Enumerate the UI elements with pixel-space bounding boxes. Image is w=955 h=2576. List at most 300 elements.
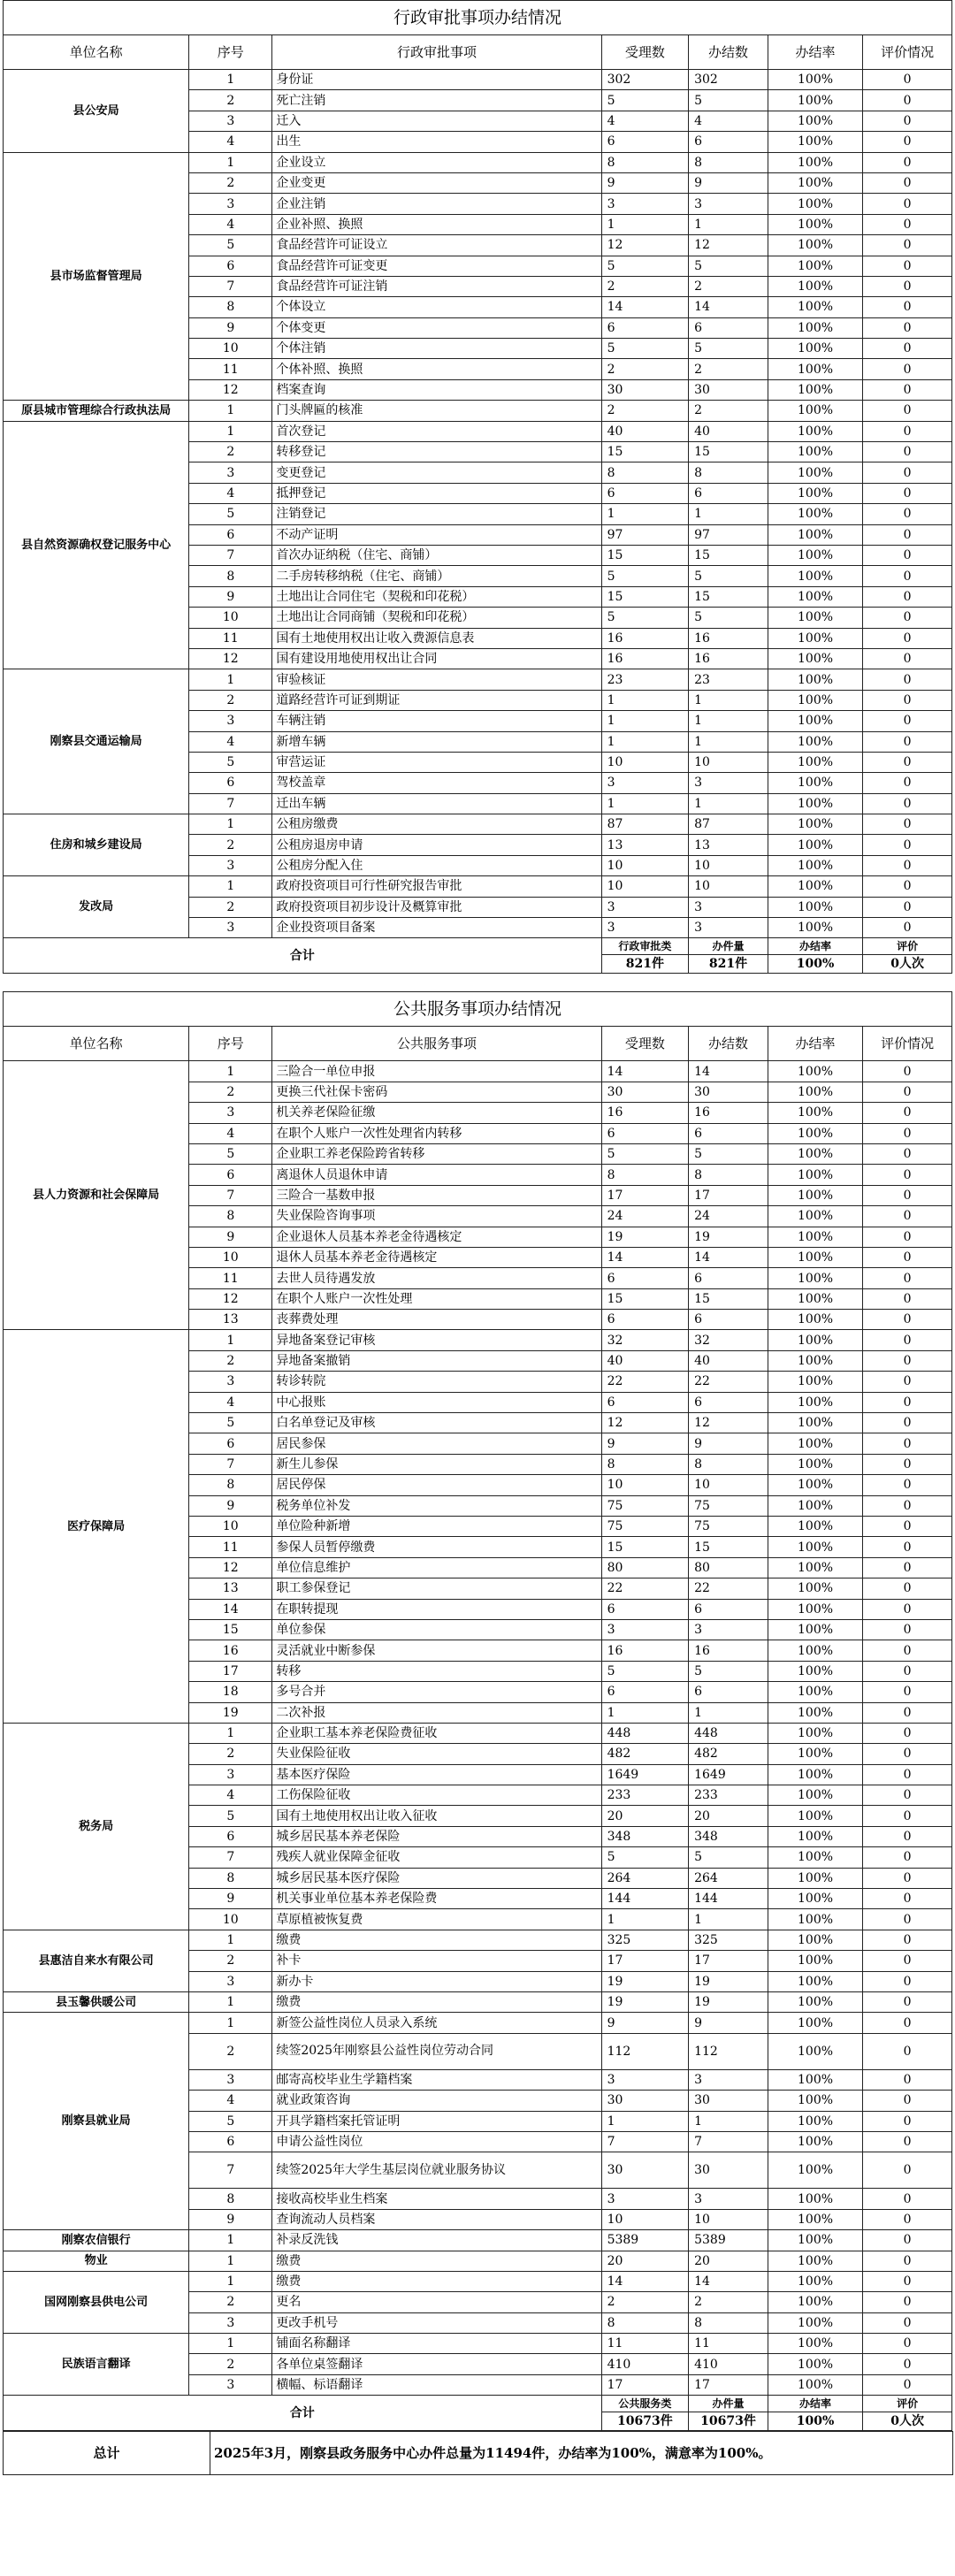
completed-count: 15 bbox=[689, 1288, 768, 1309]
evaluation-count: 0 bbox=[863, 1165, 952, 1185]
row-number: 2 bbox=[189, 2354, 272, 2374]
completed-count: 3 bbox=[689, 2189, 768, 2209]
completion-rate: 100% bbox=[768, 1495, 862, 1516]
column-header: 公共服务事项 bbox=[272, 1027, 601, 1061]
row-number: 1 bbox=[189, 1723, 272, 1743]
table-row bbox=[4, 1723, 952, 1743]
column-header: 办结数 bbox=[689, 35, 768, 70]
item-name: 异地备案撤销 bbox=[272, 1350, 601, 1371]
row-number: 3 bbox=[189, 1764, 272, 1785]
completed-count: 9 bbox=[689, 2013, 768, 2033]
row-number: 3 bbox=[189, 1103, 272, 1123]
evaluation-count: 0 bbox=[863, 1123, 952, 1143]
summary-label: 总计 bbox=[4, 2432, 210, 2475]
row-number: 12 bbox=[189, 648, 272, 669]
completed-count: 2 bbox=[689, 359, 768, 379]
item-name: 新签公益性岗位人员录入系统 bbox=[272, 2013, 601, 2033]
total-row bbox=[4, 2396, 952, 2412]
evaluation-count: 0 bbox=[863, 2334, 952, 2354]
accepted-count: 5 bbox=[601, 1847, 689, 1868]
row-number: 11 bbox=[189, 1268, 272, 1288]
completed-count: 1 bbox=[689, 1909, 768, 1930]
accepted-count: 17 bbox=[601, 1185, 689, 1205]
row-number: 12 bbox=[189, 1288, 272, 1309]
completed-count: 5 bbox=[689, 566, 768, 586]
accepted-count: 17 bbox=[601, 1951, 689, 1971]
column-header: 单位名称 bbox=[4, 1027, 189, 1061]
row-number: 8 bbox=[189, 297, 272, 317]
row-number: 7 bbox=[189, 276, 272, 296]
row-number: 12 bbox=[189, 379, 272, 400]
accepted-count: 12 bbox=[601, 235, 689, 256]
item-name: 基本医疗保险 bbox=[272, 1764, 601, 1785]
row-number: 10 bbox=[189, 1247, 272, 1267]
evaluation-count: 0 bbox=[863, 1682, 952, 1702]
completion-rate: 100% bbox=[768, 1061, 862, 1082]
evaluation-count: 0 bbox=[863, 1764, 952, 1785]
item-name: 食品经营许可证注销 bbox=[272, 276, 601, 296]
row-number: 6 bbox=[189, 1826, 272, 1846]
accepted-count: 3 bbox=[601, 897, 689, 917]
row-number: 7 bbox=[189, 1454, 272, 1474]
item-name: 缴费 bbox=[272, 1991, 601, 2012]
completed-count: 2 bbox=[689, 2292, 768, 2312]
row-number: 1 bbox=[189, 2230, 272, 2251]
accepted-count: 1649 bbox=[601, 1764, 689, 1785]
completion-rate: 100% bbox=[768, 111, 862, 131]
unit-name: 国网刚察县供电公司 bbox=[4, 2271, 189, 2333]
completed-count: 1649 bbox=[689, 1764, 768, 1785]
row-number: 7 bbox=[189, 2152, 272, 2189]
completed-count: 17 bbox=[689, 1185, 768, 1205]
item-name: 企业投资项目备案 bbox=[272, 918, 601, 938]
completed-count: 10 bbox=[689, 752, 768, 772]
item-name: 居民参保 bbox=[272, 1433, 601, 1454]
completion-rate: 100% bbox=[768, 545, 862, 565]
evaluation-count: 0 bbox=[863, 504, 952, 524]
evaluation-count: 0 bbox=[863, 855, 952, 875]
completion-rate: 100% bbox=[768, 1661, 862, 1681]
total-header: 办结率 bbox=[768, 938, 862, 955]
item-name: 在职个人账户一次性处理省内转移 bbox=[272, 1123, 601, 1143]
completion-rate: 100% bbox=[768, 648, 862, 669]
completed-count: 80 bbox=[689, 1557, 768, 1578]
column-header: 评价情况 bbox=[863, 1027, 952, 1061]
row-number: 8 bbox=[189, 2189, 272, 2209]
completed-count: 5 bbox=[689, 1847, 768, 1868]
item-name: 国有土地使用权出让收入费源信息表 bbox=[272, 628, 601, 648]
accepted-count: 8 bbox=[601, 1165, 689, 1185]
accepted-count: 348 bbox=[601, 1826, 689, 1846]
total-value: 821件 bbox=[601, 955, 689, 974]
accepted-count: 19 bbox=[601, 1971, 689, 1991]
item-name: 土地出让合同住宅（契税和印花税） bbox=[272, 586, 601, 607]
unit-name: 县公安局 bbox=[4, 70, 189, 153]
table-row bbox=[4, 2251, 952, 2271]
total-header: 评价 bbox=[863, 938, 952, 955]
completion-rate: 100% bbox=[768, 524, 862, 545]
item-name: 就业政策咨询 bbox=[272, 2091, 601, 2111]
evaluation-count: 0 bbox=[863, 1185, 952, 1205]
evaluation-count: 0 bbox=[863, 1991, 952, 2012]
accepted-count: 1 bbox=[601, 1909, 689, 1930]
completed-count: 1 bbox=[689, 504, 768, 524]
item-name: 企业变更 bbox=[272, 172, 601, 193]
evaluation-count: 0 bbox=[863, 401, 952, 421]
evaluation-count: 0 bbox=[863, 876, 952, 897]
section-title: 公共服务事项办结情况 bbox=[4, 992, 952, 1027]
completion-rate: 100% bbox=[768, 1185, 862, 1205]
evaluation-count: 0 bbox=[863, 317, 952, 338]
item-name: 开具学籍档案托管证明 bbox=[272, 2111, 601, 2131]
evaluation-count: 0 bbox=[863, 483, 952, 503]
unit-name: 刚察县交通运输局 bbox=[4, 669, 189, 814]
row-number: 10 bbox=[189, 1909, 272, 1930]
completed-count: 40 bbox=[689, 421, 768, 441]
item-name: 抵押登记 bbox=[272, 483, 601, 503]
unit-name: 发改局 bbox=[4, 876, 189, 938]
item-name: 残疾人就业保障金征收 bbox=[272, 1847, 601, 1868]
evaluation-count: 0 bbox=[863, 1889, 952, 1909]
evaluation-count: 0 bbox=[863, 2033, 952, 2069]
accepted-count: 10 bbox=[601, 1475, 689, 1495]
completion-rate: 100% bbox=[768, 2152, 862, 2189]
accepted-count: 30 bbox=[601, 2091, 689, 2111]
completion-rate: 100% bbox=[768, 2189, 862, 2209]
item-name: 二手房转移纳税（住宅、商铺） bbox=[272, 566, 601, 586]
row-number: 3 bbox=[189, 1971, 272, 1991]
unit-name: 县市场监督管理局 bbox=[4, 152, 189, 401]
completion-rate: 100% bbox=[768, 897, 862, 917]
item-name: 土地出让合同商铺（契税和印花税） bbox=[272, 608, 601, 628]
evaluation-count: 0 bbox=[863, 773, 952, 793]
completed-count: 30 bbox=[689, 1082, 768, 1102]
evaluation-count: 0 bbox=[863, 1723, 952, 1743]
evaluation-count: 0 bbox=[863, 132, 952, 152]
accepted-count: 5 bbox=[601, 1661, 689, 1681]
completion-rate: 100% bbox=[768, 566, 862, 586]
total-header: 行政审批类 bbox=[601, 938, 689, 955]
table-row bbox=[4, 1061, 952, 1082]
item-name: 单位参保 bbox=[272, 1619, 601, 1640]
row-number: 2 bbox=[189, 897, 272, 917]
row-number: 1 bbox=[189, 1330, 272, 1350]
item-name: 职工参保登记 bbox=[272, 1578, 601, 1599]
completion-rate: 100% bbox=[768, 793, 862, 814]
row-number: 9 bbox=[189, 1889, 272, 1909]
item-name: 企业补照、换照 bbox=[272, 214, 601, 234]
item-name: 企业退休人员基本养老金待遇核定 bbox=[272, 1227, 601, 1247]
item-name: 转诊转院 bbox=[272, 1372, 601, 1392]
accepted-count: 2 bbox=[601, 276, 689, 296]
completed-count: 10 bbox=[689, 855, 768, 875]
completion-rate: 100% bbox=[768, 1310, 862, 1330]
row-number: 1 bbox=[189, 70, 272, 90]
completion-rate: 100% bbox=[768, 90, 862, 111]
completion-rate: 100% bbox=[768, 2013, 862, 2033]
unit-name: 刚察县就业局 bbox=[4, 2013, 189, 2230]
evaluation-count: 0 bbox=[863, 1557, 952, 1578]
completed-count: 1 bbox=[689, 2111, 768, 2131]
row-number: 4 bbox=[189, 1785, 272, 1806]
unit-name: 县玉馨供暖公司 bbox=[4, 1991, 189, 2012]
completion-rate: 100% bbox=[768, 276, 862, 296]
completion-rate: 100% bbox=[768, 2131, 862, 2152]
completed-count: 5 bbox=[689, 608, 768, 628]
item-name: 车辆注销 bbox=[272, 711, 601, 731]
section-title-row bbox=[4, 1, 952, 35]
completed-count: 482 bbox=[689, 1744, 768, 1764]
completion-rate: 100% bbox=[768, 1702, 862, 1723]
completed-count: 10 bbox=[689, 2209, 768, 2229]
row-number: 1 bbox=[189, 2013, 272, 2033]
completed-count: 13 bbox=[689, 835, 768, 855]
completion-rate: 100% bbox=[768, 172, 862, 193]
completion-rate: 100% bbox=[768, 256, 862, 276]
completion-rate: 100% bbox=[768, 2033, 862, 2069]
completion-rate: 100% bbox=[768, 1103, 862, 1123]
row-number: 1 bbox=[189, 1061, 272, 1082]
completed-count: 9 bbox=[689, 1433, 768, 1454]
evaluation-count: 0 bbox=[863, 628, 952, 648]
row-number: 9 bbox=[189, 586, 272, 607]
completion-rate: 100% bbox=[768, 2091, 862, 2111]
evaluation-count: 0 bbox=[863, 421, 952, 441]
accepted-count: 1 bbox=[601, 793, 689, 814]
item-name: 缴费 bbox=[272, 1930, 601, 1950]
row-number: 19 bbox=[189, 1702, 272, 1723]
item-name: 续签2025年大学生基层岗位就业服务协议 bbox=[272, 2152, 601, 2189]
completed-count: 40 bbox=[689, 1350, 768, 1371]
item-name: 缴费 bbox=[272, 2251, 601, 2271]
completion-rate: 100% bbox=[768, 1640, 862, 1661]
completion-rate: 100% bbox=[768, 1951, 862, 1971]
row-number: 5 bbox=[189, 504, 272, 524]
accepted-count: 3 bbox=[601, 1619, 689, 1640]
row-number: 3 bbox=[189, 2312, 272, 2333]
evaluation-count: 0 bbox=[863, 1744, 952, 1764]
row-number: 2 bbox=[189, 442, 272, 462]
total-value: 821件 bbox=[689, 955, 768, 974]
evaluation-count: 0 bbox=[863, 690, 952, 710]
row-number: 2 bbox=[189, 690, 272, 710]
evaluation-count: 0 bbox=[863, 1951, 952, 1971]
row-number: 18 bbox=[189, 1682, 272, 1702]
accepted-count: 16 bbox=[601, 1103, 689, 1123]
row-number: 8 bbox=[189, 1475, 272, 1495]
total-header: 办件量 bbox=[689, 2396, 768, 2412]
row-number: 3 bbox=[189, 111, 272, 131]
accepted-count: 1 bbox=[601, 504, 689, 524]
item-name: 异地备案登记审核 bbox=[272, 1330, 601, 1350]
total-value: 100% bbox=[768, 2412, 862, 2431]
accepted-count: 9 bbox=[601, 172, 689, 193]
row-number: 11 bbox=[189, 359, 272, 379]
completion-rate: 100% bbox=[768, 1723, 862, 1743]
row-number: 7 bbox=[189, 1185, 272, 1205]
completion-rate: 100% bbox=[768, 214, 862, 234]
row-number: 1 bbox=[189, 401, 272, 421]
completion-rate: 100% bbox=[768, 1227, 862, 1247]
completion-rate: 100% bbox=[768, 1143, 862, 1164]
row-number: 15 bbox=[189, 1619, 272, 1640]
accepted-count: 1 bbox=[601, 690, 689, 710]
completion-rate: 100% bbox=[768, 462, 862, 483]
completion-rate: 100% bbox=[768, 1764, 862, 1785]
column-header: 单位名称 bbox=[4, 35, 189, 70]
table-row bbox=[4, 2230, 952, 2251]
accepted-count: 2 bbox=[601, 359, 689, 379]
completion-rate: 100% bbox=[768, 918, 862, 938]
accepted-count: 2 bbox=[601, 401, 689, 421]
section-table-1 bbox=[3, 0, 952, 974]
row-number: 1 bbox=[189, 2334, 272, 2354]
completion-rate: 100% bbox=[768, 1433, 862, 1454]
column-header: 办结数 bbox=[689, 1027, 768, 1061]
completion-rate: 100% bbox=[768, 855, 862, 875]
table-row bbox=[4, 2334, 952, 2354]
column-header: 办结率 bbox=[768, 1027, 862, 1061]
completion-rate: 100% bbox=[768, 835, 862, 855]
column-header: 受理数 bbox=[601, 1027, 689, 1061]
evaluation-count: 0 bbox=[863, 339, 952, 359]
item-name: 中心报账 bbox=[272, 1392, 601, 1412]
accepted-count: 20 bbox=[601, 1806, 689, 1826]
row-number: 7 bbox=[189, 545, 272, 565]
evaluation-count: 0 bbox=[863, 1475, 952, 1495]
row-number: 4 bbox=[189, 1392, 272, 1412]
evaluation-count: 0 bbox=[863, 1227, 952, 1247]
item-name: 公租房退房申请 bbox=[272, 835, 601, 855]
accepted-count: 24 bbox=[601, 1206, 689, 1227]
accepted-count: 16 bbox=[601, 648, 689, 669]
row-number: 3 bbox=[189, 711, 272, 731]
item-name: 二次补报 bbox=[272, 1702, 601, 1723]
item-name: 税务单位补发 bbox=[272, 1495, 601, 1516]
completion-rate: 100% bbox=[768, 1392, 862, 1412]
evaluation-count: 0 bbox=[863, 111, 952, 131]
item-name: 更换三代社保卡密码 bbox=[272, 1082, 601, 1102]
row-number: 3 bbox=[189, 855, 272, 875]
completed-count: 1 bbox=[689, 731, 768, 752]
row-number: 4 bbox=[189, 2091, 272, 2111]
row-number: 9 bbox=[189, 317, 272, 338]
accepted-count: 30 bbox=[601, 2152, 689, 2189]
evaluation-count: 0 bbox=[863, 1909, 952, 1930]
item-name: 更改手机号 bbox=[272, 2312, 601, 2333]
completion-rate: 100% bbox=[768, 70, 862, 90]
item-name: 身份证 bbox=[272, 70, 601, 90]
evaluation-count: 0 bbox=[863, 566, 952, 586]
accepted-count: 302 bbox=[601, 70, 689, 90]
unit-name: 税务局 bbox=[4, 1723, 189, 1930]
evaluation-count: 0 bbox=[863, 1206, 952, 1227]
item-name: 转移登记 bbox=[272, 442, 601, 462]
table-row bbox=[4, 401, 952, 421]
completed-count: 32 bbox=[689, 1330, 768, 1350]
section-title-row bbox=[4, 992, 952, 1027]
completion-rate: 100% bbox=[768, 2354, 862, 2374]
evaluation-count: 0 bbox=[863, 2152, 952, 2189]
evaluation-count: 0 bbox=[863, 359, 952, 379]
evaluation-count: 0 bbox=[863, 1640, 952, 1661]
completed-count: 5 bbox=[689, 339, 768, 359]
completed-count: 22 bbox=[689, 1578, 768, 1599]
row-number: 4 bbox=[189, 132, 272, 152]
total-label: 合计 bbox=[4, 938, 602, 974]
row-number: 1 bbox=[189, 669, 272, 690]
row-number: 10 bbox=[189, 1517, 272, 1537]
item-name: 失业保险征收 bbox=[272, 1744, 601, 1764]
item-name: 食品经营许可证变更 bbox=[272, 256, 601, 276]
row-number: 5 bbox=[189, 1413, 272, 1433]
accepted-count: 448 bbox=[601, 1723, 689, 1743]
table-row bbox=[4, 876, 952, 897]
evaluation-count: 0 bbox=[863, 2013, 952, 2033]
completed-count: 16 bbox=[689, 628, 768, 648]
evaluation-count: 0 bbox=[863, 2230, 952, 2251]
evaluation-count: 0 bbox=[863, 1372, 952, 1392]
evaluation-count: 0 bbox=[863, 1103, 952, 1123]
total-header: 办结率 bbox=[768, 2396, 862, 2412]
evaluation-count: 0 bbox=[863, 669, 952, 690]
completion-rate: 100% bbox=[768, 152, 862, 172]
item-name: 城乡居民基本养老保险 bbox=[272, 1826, 601, 1846]
item-name: 单位险种新增 bbox=[272, 1517, 601, 1537]
completed-count: 6 bbox=[689, 1682, 768, 1702]
accepted-count: 7 bbox=[601, 2131, 689, 2152]
row-number: 3 bbox=[189, 918, 272, 938]
item-name: 铺面名称翻译 bbox=[272, 2334, 601, 2354]
row-number: 7 bbox=[189, 793, 272, 814]
completed-count: 448 bbox=[689, 1723, 768, 1743]
accepted-count: 13 bbox=[601, 835, 689, 855]
completed-count: 233 bbox=[689, 1785, 768, 1806]
evaluation-count: 0 bbox=[863, 194, 952, 214]
completed-count: 30 bbox=[689, 2091, 768, 2111]
completed-count: 3 bbox=[689, 918, 768, 938]
row-number: 3 bbox=[189, 462, 272, 483]
evaluation-count: 0 bbox=[863, 1143, 952, 1164]
row-number: 1 bbox=[189, 2271, 272, 2291]
accepted-count: 6 bbox=[601, 132, 689, 152]
completed-count: 112 bbox=[689, 2033, 768, 2069]
column-header: 评价情况 bbox=[863, 35, 952, 70]
completion-rate: 100% bbox=[768, 2292, 862, 2312]
row-number: 2 bbox=[189, 172, 272, 193]
row-number: 2 bbox=[189, 835, 272, 855]
completion-rate: 100% bbox=[768, 442, 862, 462]
unit-name: 原县城市管理综合行政执法局 bbox=[4, 401, 189, 421]
evaluation-count: 0 bbox=[863, 1971, 952, 1991]
accepted-count: 30 bbox=[601, 379, 689, 400]
item-name: 首次登记 bbox=[272, 421, 601, 441]
evaluation-count: 0 bbox=[863, 1330, 952, 1350]
completion-rate: 100% bbox=[768, 1350, 862, 1371]
accepted-count: 3 bbox=[601, 194, 689, 214]
completed-count: 1 bbox=[689, 793, 768, 814]
accepted-count: 6 bbox=[601, 1392, 689, 1412]
completion-rate: 100% bbox=[768, 1537, 862, 1557]
completion-rate: 100% bbox=[768, 1682, 862, 1702]
row-number: 6 bbox=[189, 256, 272, 276]
header-row bbox=[4, 1027, 952, 1061]
completed-count: 16 bbox=[689, 1103, 768, 1123]
row-number: 6 bbox=[189, 524, 272, 545]
row-number: 9 bbox=[189, 2209, 272, 2229]
accepted-count: 32 bbox=[601, 1330, 689, 1350]
column-header: 序号 bbox=[189, 1027, 272, 1061]
